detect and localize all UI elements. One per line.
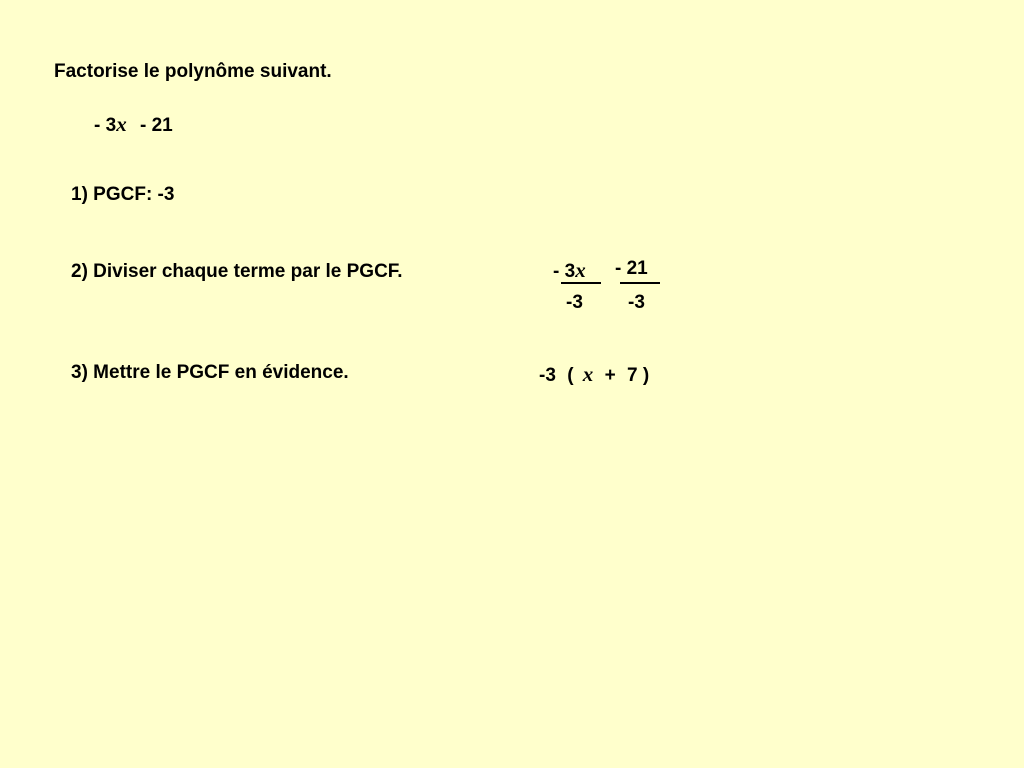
factored-variable: x (582, 362, 594, 386)
division-term1-numerator: - 3x (553, 258, 586, 282)
factored-plus: + (604, 365, 616, 386)
division-term1-variable: x (575, 258, 586, 282)
step-2-divide: 2) Diviser chaque terme par le PGCF. (71, 261, 403, 282)
fraction-bar-1 (561, 282, 601, 284)
factored-open-paren: ( (567, 365, 574, 386)
factored-constant: 7 (626, 365, 638, 386)
factored-gcf: -3 (539, 365, 556, 386)
division-term2-denominator: -3 (628, 292, 645, 313)
step-3-factor-out: 3) Mettre le PGCF en évidence. (71, 362, 349, 383)
expression-constant: - 21 (139, 115, 173, 136)
division-term1-denominator: -3 (566, 292, 583, 313)
polynomial-expression (94, 112, 173, 137)
expression-coefficient: - 3 (94, 115, 117, 136)
factored-result (539, 362, 649, 387)
division-term2-numerator: - 21 (615, 258, 648, 279)
factored-close-paren: ) (642, 365, 650, 386)
expression-variable: x (116, 112, 127, 136)
fraction-bar-2 (620, 282, 660, 284)
problem-title: Factorise le polynôme suivant. (54, 61, 332, 82)
step-1-gcf: 1) PGCF: -3 (71, 184, 175, 205)
